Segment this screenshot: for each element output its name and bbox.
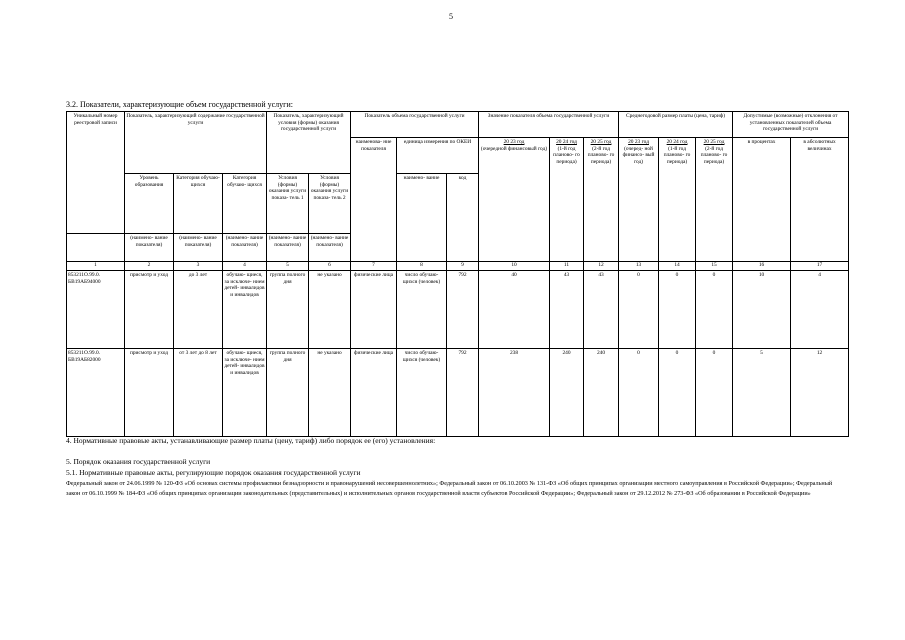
header-condition-1: Условия (формы) оказания услуги показа- тель 1: [267, 174, 309, 234]
header-volume-name: наименова- ние показателя: [351, 138, 397, 262]
column-number: 1: [67, 262, 125, 271]
table-cell: до 3 лет: [174, 271, 223, 349]
table-cell: обучаю- щиеся, за исключе- нием детей- инвалидов и инвалидов: [223, 349, 267, 437]
table-cell: 240: [584, 349, 619, 437]
fee-year-3-label: 20 25 год: [703, 139, 725, 145]
year-2-label: 20 24 год: [556, 139, 577, 145]
table-cell: 4: [791, 271, 849, 349]
table-cell: 0: [619, 271, 659, 349]
header-student-category-2: Категория обучаю- щихся: [223, 174, 267, 234]
table-cell: 853211О.99.0. БВ19АБ82000: [67, 349, 125, 437]
indicator-name-2: (наимено- вание показателя): [174, 234, 223, 262]
section-4-heading: 4. Нормативные правовые акты, устанавливающие размер платы (цену, тариф) либо порядок ее (его) установления:: [66, 436, 436, 445]
header-student-category-1: Категория обучаю- щихся: [174, 174, 223, 234]
section-5-heading: 5. Порядок оказания государственной услуги: [66, 457, 211, 466]
fee-year-2-label: 20 24 год: [666, 139, 688, 145]
table-cell: 0: [659, 349, 696, 437]
column-number: 17: [791, 262, 849, 271]
column-number: 13: [619, 262, 659, 271]
fee-year-2-desc: (1-й год планово- го периода): [663, 145, 691, 165]
table-row: [67, 349, 849, 437]
table-cell: 853211О.99.0. БВ19АБ94000: [67, 271, 125, 349]
indicator-name-3: (наимено- вание показателя): [223, 234, 267, 262]
table-cell: обучаю- щиеся, за исключе- нием детей- инвалидов и инвалидов: [223, 271, 267, 349]
header-education-level: Уровень образования: [125, 174, 174, 234]
table-cell: 792: [447, 349, 479, 437]
header-volume-indicator: Показатель объема государственной услуги: [351, 112, 479, 138]
header-year-1: [479, 138, 550, 262]
fee-year-1-desc: (очеред- ной финансо- вый год): [622, 145, 655, 165]
table-cell: присмотр и уход: [125, 271, 174, 349]
table-cell: 5: [733, 349, 791, 437]
section-5-1-heading: 5.1. Нормативные правовые акты, регулирующие порядок оказания государственной услуги: [66, 468, 361, 477]
year-1-desc: (очередной финансовый год): [480, 145, 548, 152]
header-deviation-absolute: в абсолютных величинах: [791, 138, 849, 262]
indicator-name-5: (наимено- вание показателя): [309, 234, 351, 262]
header-volume-value: Значение показателя объема государственной услуги: [479, 112, 619, 138]
indicator-name-1: (наимено- вание показателя): [125, 234, 174, 262]
header-condition-2: Условия (формы) оказания услуги показа- тель 2: [309, 174, 351, 234]
table-cell: группа полного дня: [267, 349, 309, 437]
column-number: 16: [733, 262, 791, 271]
table-cell: 12: [791, 349, 849, 437]
header-year-3: [584, 138, 619, 262]
header-conditions-indicator: Показатель, характеризующий условия (формы) оказания государственной услуги: [267, 112, 351, 174]
fee-year-1-label: 20 23 год: [628, 139, 649, 145]
column-number: 7: [351, 262, 397, 271]
fee-year-3-desc: (2-й год планово- го периода): [700, 145, 728, 165]
table-cell: число обучаю- щихся (человек): [397, 271, 447, 349]
header-deviation-percent: в процентах: [733, 138, 791, 262]
indicator-name-4: (наимено- вание показателя): [267, 234, 309, 262]
column-number-row: [67, 262, 849, 271]
volume-indicators-table: [66, 111, 849, 437]
header-fee-year-3: [696, 138, 733, 262]
table-cell: физические лица: [351, 349, 397, 437]
table-cell: 0: [696, 349, 733, 437]
column-number: 2: [125, 262, 174, 271]
table-cell: 43: [584, 271, 619, 349]
table-cell: 792: [447, 271, 479, 349]
column-number: 10: [479, 262, 550, 271]
column-number: 9: [447, 262, 479, 271]
table-cell: 240: [550, 349, 584, 437]
table-cell: 238: [479, 349, 550, 437]
column-number: 4: [223, 262, 267, 271]
header-empty-registry: [67, 234, 125, 262]
table-cell: 0: [619, 349, 659, 437]
table-cell: физические лица: [351, 271, 397, 349]
table-cell: 43: [550, 271, 584, 349]
table-cell: от 3 лет до 8 лет: [174, 349, 223, 437]
header-content-indicator: Показатель, характеризующий содержание государственной услуги: [125, 112, 267, 174]
table-cell: не указано: [309, 349, 351, 437]
table-cell: группа полного дня: [267, 271, 309, 349]
year-2-desc: (1-й год планово- го периода): [553, 145, 580, 165]
header-fee-year-1: [619, 138, 659, 262]
column-number: 12: [584, 262, 619, 271]
section-title: 3.2. Показатели, характеризующие объем государственной услуги:: [66, 100, 293, 109]
header-average-fee: Среднегодовой размер платы (цена, тариф): [619, 112, 733, 138]
column-number: 3: [174, 262, 223, 271]
column-number: 6: [309, 262, 351, 271]
year-1-label: 20 23 год: [503, 139, 525, 145]
page-number: 5: [449, 12, 453, 21]
header-volume-unit: единица измерения по ОКЕИ: [397, 138, 479, 174]
table-cell: 0: [659, 271, 696, 349]
header-deviations: Допустимые (возможные) отклонения от установленных показателей объема государственной услуги: [733, 112, 849, 138]
column-number: 14: [659, 262, 696, 271]
header-registry-number: Уникальный номер реестровой записи: [67, 112, 125, 234]
table-cell: 40: [479, 271, 550, 349]
table-cell: 0: [696, 271, 733, 349]
legal-acts-text: Федеральный закон от 24.06.1999 № 120-ФЗ «Об основах системы профилактики безнадзорности и правонарушений несовершеннолетних»; Федеральный закон от 06.10.2003 № 131-ФЗ «Об общих принципах организации местного самоуправления в Российской Федерации»; Федеральный закон от 06.10.1999 № 184-ФЗ «Об общих принципах организации законодательных (представительных) и исполнительных органов государственной власти субъектов Российской Федерации»; Федеральный закон от 29.12.2012 № 273-ФЗ «Об образовании в Российской Федерации»: [66, 480, 833, 497]
table-cell: присмотр и уход: [125, 349, 174, 437]
table-cell: не указано: [309, 271, 351, 349]
column-number: 11: [550, 262, 584, 271]
table-cell: число обучаю- щихся (человек): [397, 349, 447, 437]
year-3-desc: (2-й год планово- го периода): [587, 145, 615, 165]
header-unit-name: наимено- вание: [397, 174, 447, 262]
column-number: 8: [397, 262, 447, 271]
table-cell: 10: [733, 271, 791, 349]
header-unit-code: код: [447, 174, 479, 262]
column-number: 5: [267, 262, 309, 271]
header-fee-year-2: [659, 138, 696, 262]
column-number: 15: [696, 262, 733, 271]
year-3-label: 20 25 год: [590, 139, 612, 145]
table-row: [67, 271, 849, 349]
header-year-2: [550, 138, 584, 262]
